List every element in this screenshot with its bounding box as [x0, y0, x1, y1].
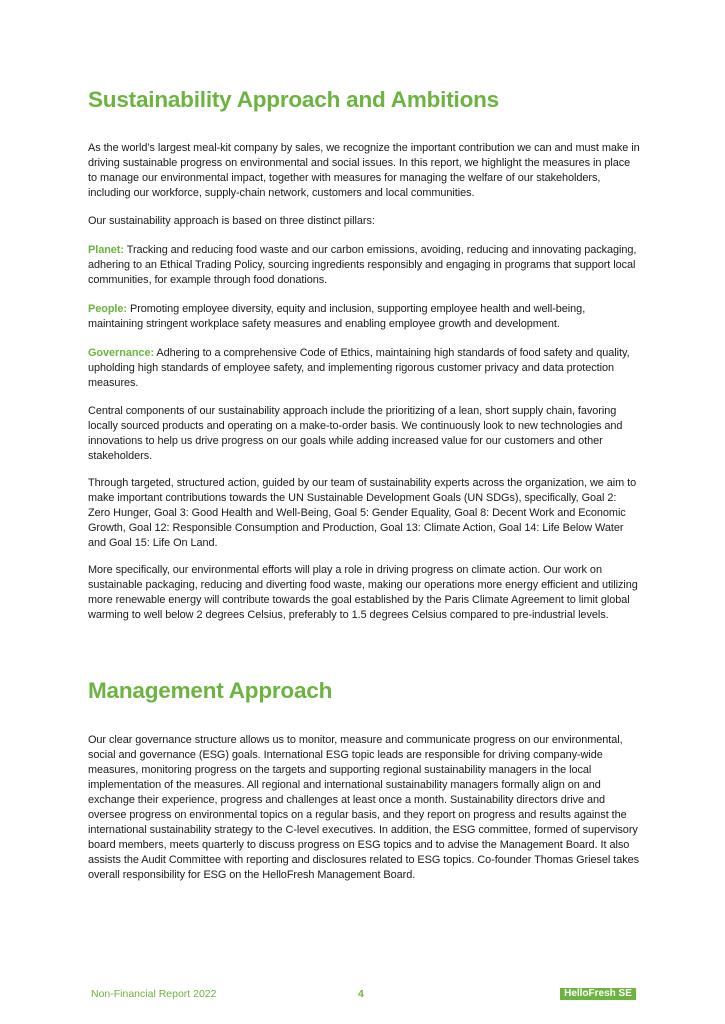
intro-paragraph: As the world’s largest meal-kit company by sales, we recognize the important contribution we can and must make in driving sustainable progress on environmental and social issues. In this report, we highlight the measures in place to manage our environmental impact, together with measures for managing the welfare of our stakeholders, including our workforce, supply-chain network, customers and local communities. — [88, 142, 640, 199]
people-label: People: — [88, 303, 127, 315]
governance-label: Governance: — [88, 347, 155, 359]
pillars-intro-paragraph: Our sustainability approach is based on three distinct pillars: — [88, 215, 375, 227]
governance-text: Adhering to a comprehensive Code of Ethics, maintaining high standards of food safety and quality, upholding high standards of employee safety, and implementing rigorous customer privacy and data protection measures. — [88, 347, 630, 389]
climate-paragraph: More specifically, our environmental efforts will play a role in driving progress on climate action. Our work on sustainable packaging, reducing and diverting food waste, making our operations more energy efficient and utilizing more renewable energy will contribute towards the goal established by the Paris Climate Agreement to limit global warming to well below 2 degrees Celsius, preferably to 1.5 degrees Celsius compared to pre-industrial levels. — [88, 564, 638, 621]
footer-page-number: 4 — [358, 988, 364, 1000]
management-paragraph: Our clear governance structure allows us to monitor, measure and communicate progress on our environmental, social and governance (ESG) goals. International ESG topic leads are responsible for driving company-wide measures, monitoring progress on the targets and supporting regional sustainability managers in the local implementation of the measures. All regional and international sustainability managers formally align on and exchange their experience, progress and challenges at least once a month. Sustainability directors drive and oversee progress on environmental topics on a regular basis, and they report on progress and results against the international sustainability strategy to the C-level executives. In addition, the ESG committee, formed of supervisory board members, meets quarterly to discuss progress on ESG topics and to advise the Management Board. It also assists the Audit Committee with reporting and disclosures related to ESG topics. Co-founder Thomas Griesel takes overall responsibility for ESG on the HelloFresh Management Board. — [88, 734, 640, 881]
planet-text: Tracking and reducing food waste and our carbon emissions, avoiding, reducing and innovating packaging, adhering to an Ethical Trading Policy, sourcing ingredients responsibly and engaging in programs that support local communities, for example through food donations. — [88, 244, 637, 286]
central-components-paragraph: Central components of our sustainability approach include the prioritizing of a lean, short supply chain, favoring locally sourced products and operating on a make-to-order basis. We continuously look to new technologies and innovations to help us drive progress on our goals while adding increased value for our customers and other stakeholders. — [88, 405, 623, 462]
people-paragraph — [88, 302, 640, 332]
section-heading-sustainability: Sustainability Approach and Ambitions — [88, 87, 499, 112]
governance-paragraph — [88, 346, 640, 391]
section-heading-management: Management Approach — [88, 678, 333, 703]
planet-paragraph — [88, 243, 640, 288]
planet-label: Planet: — [88, 244, 124, 256]
footer-brand-badge: HelloFresh SE — [560, 988, 636, 1000]
sdgs-paragraph: Through targeted, structured action, guided by our team of sustainability experts across the organization, we aim to make important contributions towards the UN Sustainable Development Goals (UN SDGs), specifically, Goal 2: Zero Hunger, Goal 3: Good Health and Well-Being, Goal 5: Gender Equality, Goal 8: Decent Work and Economic Growth, Goal 12: Responsible Consumption and Production, Goal 13: Climate Action, Goal 14: Life Below Water and Goal 15: Life On Land. — [88, 477, 637, 549]
footer-report-name: Non-Financial Report 2022 — [91, 988, 217, 1000]
people-text: Promoting employee diversity, equity and inclusion, supporting employee health and well-being, maintaining stringent workplace safety measures and enabling employee growth and development. — [88, 303, 586, 330]
